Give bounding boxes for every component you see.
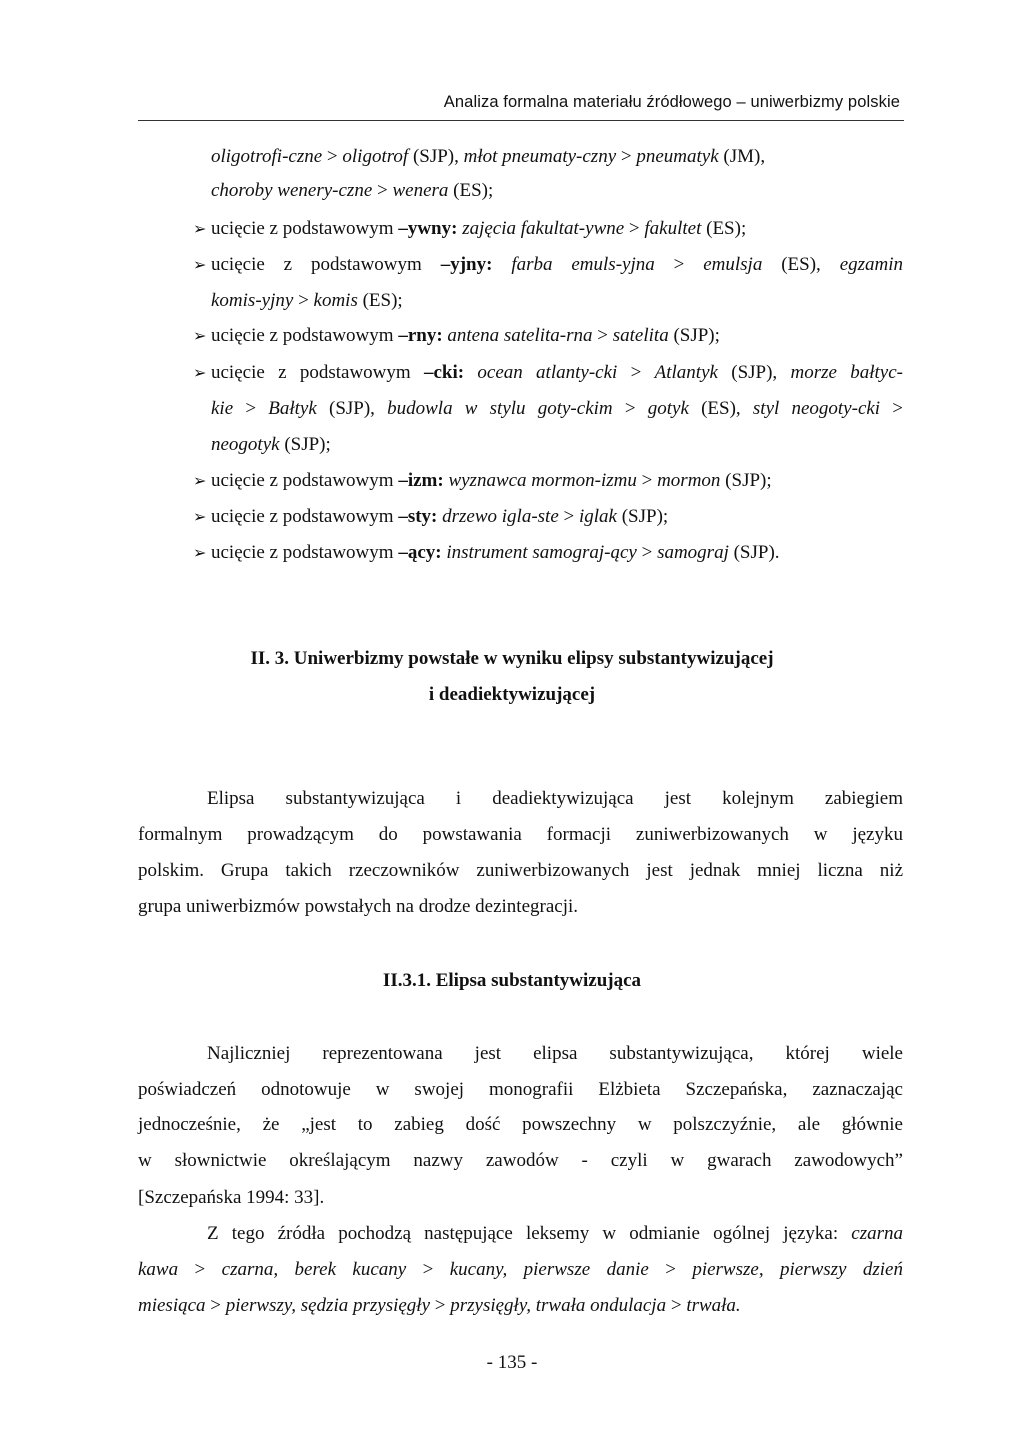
header-rule bbox=[138, 120, 904, 121]
paragraph-line: w słownictwie określającym nazwy zawodów - czyli w gwarach zawodowych” bbox=[138, 1150, 903, 1171]
paragraph-line: kawa > czarna, berek kucany > kucany, pierwsze danie > pierwsze, pierwszy dzień bbox=[138, 1259, 903, 1280]
list-item-acy: ucięcie z podstawowym –ący: instrument samograj-ący > samograj (SJP). bbox=[211, 542, 780, 563]
paragraph-line: poświadczeń odnotowuje w swojej monografii Elżbieta Szczepańska, zaznaczając bbox=[138, 1079, 903, 1100]
paragraph-line: Najliczniej reprezentowana jest elipsa substantywizująca, której wiele bbox=[207, 1043, 903, 1064]
bullet-arrow-icon: ➢ bbox=[193, 363, 207, 382]
continuation-line-1: oligotrofi-czne > oligotrof (SJP), młot pneumaty-czny > pneumatyk (JM), bbox=[211, 146, 766, 167]
list-item-rny: ucięcie z podstawowym –rny: antena satelita-rna > satelita (SJP); bbox=[211, 325, 720, 346]
bullet-arrow-icon: ➢ bbox=[193, 255, 207, 274]
continuation-line-2: choroby wenery-czne > wenera (ES); bbox=[211, 180, 494, 201]
paragraph-line: miesiąca > pierwszy, sędzia przysięgły > przysięgły, trwała ondulacja > trwała. bbox=[138, 1295, 741, 1316]
list-item-cki: ucięcie z podstawowym –cki: ocean atlanty-cki > Atlantyk (SJP), morze bałtyc- bbox=[211, 362, 903, 383]
paragraph-line: grupa uniwerbizmów powstałych na drodze dezintegracji. bbox=[138, 896, 579, 917]
paragraph-line: Elipsa substantywizująca i deadiektywizująca jest kolejnym zabiegiem bbox=[207, 788, 903, 809]
list-item-cki-line-2: kie > Bałtyk (SJP), budowla w stylu goty-ckim > gotyk (ES), styl neogoty-cki > bbox=[211, 398, 904, 419]
subsection-heading: II.3.1. Elipsa substantywizująca bbox=[382, 970, 642, 991]
list-item-izm: ucięcie z podstawowym –izm: wyznawca mormon-izmu > mormon (SJP); bbox=[211, 470, 772, 491]
paragraph-line: formalnym prowadzącym do powstawania formacji zuniwerbizowanych w języku bbox=[138, 824, 903, 845]
section-heading-line-2: i deadiektywizującej bbox=[428, 684, 596, 705]
bullet-arrow-icon: ➢ bbox=[193, 471, 207, 490]
paragraph-line: Z tego źródła pochodzą następujące leksemy w odmianie ogólnej języka: czarna bbox=[207, 1223, 903, 1244]
list-item-sty: ucięcie z podstawowym –sty: drzewo igla-ste > iglak (SJP); bbox=[211, 506, 669, 527]
bullet-arrow-icon: ➢ bbox=[193, 543, 207, 562]
paragraph-line: [Szczepańska 1994: 33]. bbox=[138, 1187, 325, 1208]
list-item-ywny: ucięcie z podstawowym –ywny: zajęcia fakultat-ywne > fakultet (ES); bbox=[211, 218, 747, 239]
section-heading-line-1: II. 3. Uniwerbizmy powstałe w wyniku elipsy substantywizującej bbox=[250, 648, 774, 669]
bullet-arrow-icon: ➢ bbox=[193, 219, 207, 238]
list-item-cki-line-3: neogotyk (SJP); bbox=[211, 434, 331, 455]
list-item-yjny-line-2: komis-yjny > komis (ES); bbox=[211, 290, 403, 311]
running-header: Analiza formalna materiału źródłowego – uniwerbizmy polskie bbox=[443, 93, 900, 111]
list-item-yjny: ucięcie z podstawowym –yjny: farba emuls-yjna > emulsja (ES), egzamin bbox=[211, 254, 904, 275]
paragraph-line: polskim. Grupa takich rzeczowników zuniwerbizowanych jest jednak mniej liczna niż bbox=[138, 860, 903, 881]
paragraph-line: jednocześnie, że „jest to zabieg dość powszechny w polszczyźnie, ale głównie bbox=[138, 1114, 903, 1135]
bullet-arrow-icon: ➢ bbox=[193, 507, 207, 526]
page-number: - 135 - bbox=[486, 1352, 538, 1373]
bullet-arrow-icon: ➢ bbox=[193, 326, 207, 345]
